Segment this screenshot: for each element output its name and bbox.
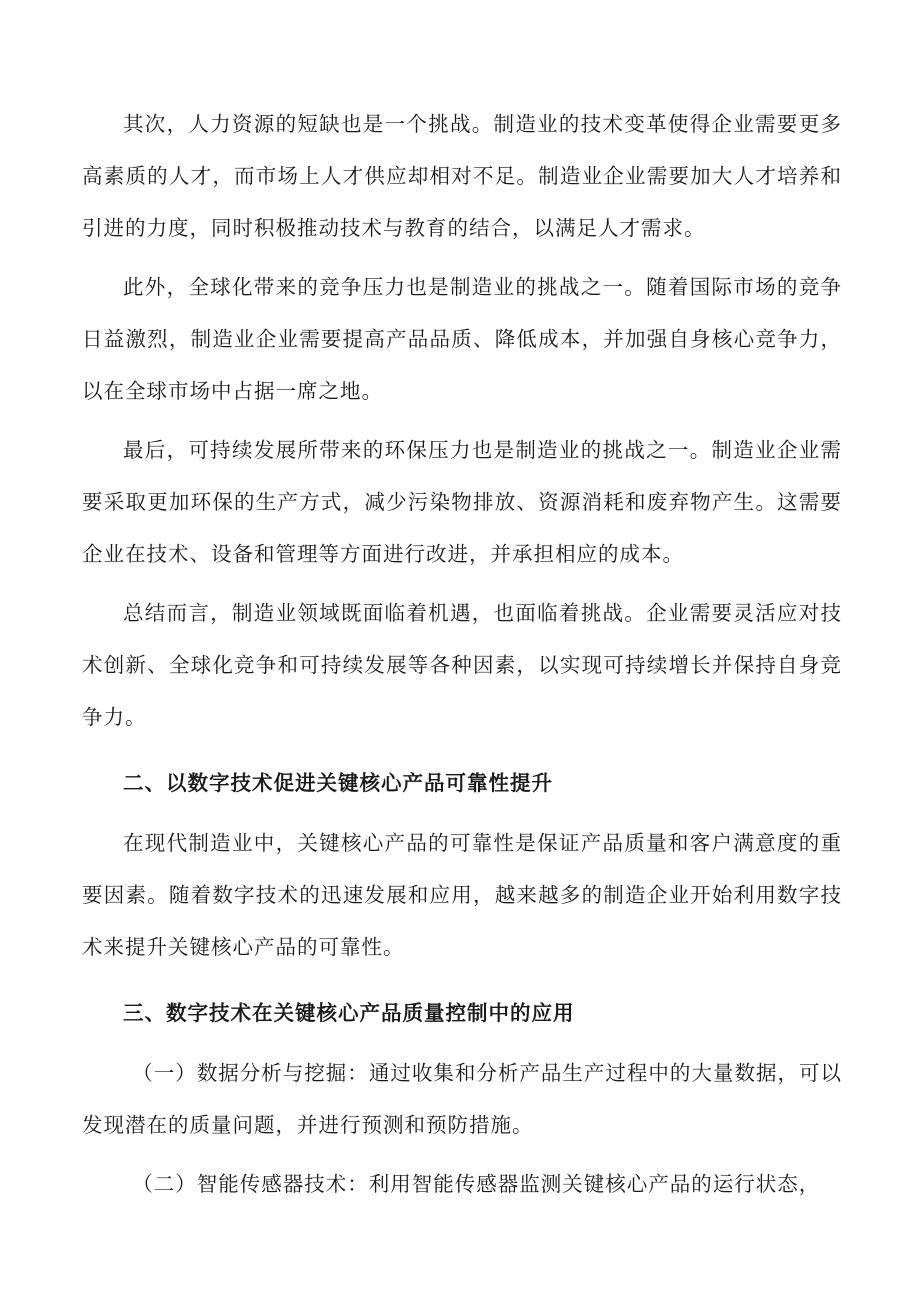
list-item-smart-sensors: （二）智能传感器技术：利用智能传感器监测关键核心产品的运行状态， (132, 1172, 821, 1196)
paragraph-globalization: 此外，全球化带来的竞争压力也是制造业的挑战之一。随着国际市场的竞争日益激烈，制造业企业需要提高产品品质、降低成本，并加强自身核心竞争力，以在全球市场中占据一席之地。 (82, 275, 842, 403)
paragraph-reliability: 在现代制造业中，关键核心产品的可靠性是保证产品质量和客户满意度的重要因素。随着数字技术的迅速发展和应用，越来越多的制造企业开始利用数字技术来提升关键核心产品的可靠性。 (82, 831, 842, 959)
section-heading-2: 二、以数字技术促进关键核心产品可靠性提升 (123, 771, 553, 795)
paragraph-hr-shortage: 其次，人力资源的短缺也是一个挑战。制造业的技术变革使得企业需要更多高素质的人才，而市场上人才供应却相对不足。制造业企业需要加大人才培养和引进的力度，同时积极推动技术与教育的结合，以满足人才需求。 (82, 112, 842, 240)
paragraph-sustainability: 最后，可持续发展所带来的环保压力也是制造业的挑战之一。制造业企业需要采取更加环保的生产方式，减少污染物排放、资源消耗和废弃物产生。这需要企业在技术、设备和管理等方面进行改进，并承担相应的成本。 (82, 438, 842, 566)
list-item-data-analysis: （一）数据分析与挖掘：通过收集和分析产品生产过程中的大量数据，可以发现潜在的质量问题，并进行预测和预防措施。 (82, 1061, 842, 1137)
section-heading-3: 三、数字技术在关键核心产品质量控制中的应用 (123, 1001, 575, 1025)
paragraph-summary: 总结而言，制造业领域既面临着机遇，也面临着挑战。企业需要灵活应对技术创新、全球化竞争和可持续发展等各种因素，以实现可持续增长并保持自身竞争力。 (82, 601, 842, 729)
document-page (82, 98, 842, 1210)
